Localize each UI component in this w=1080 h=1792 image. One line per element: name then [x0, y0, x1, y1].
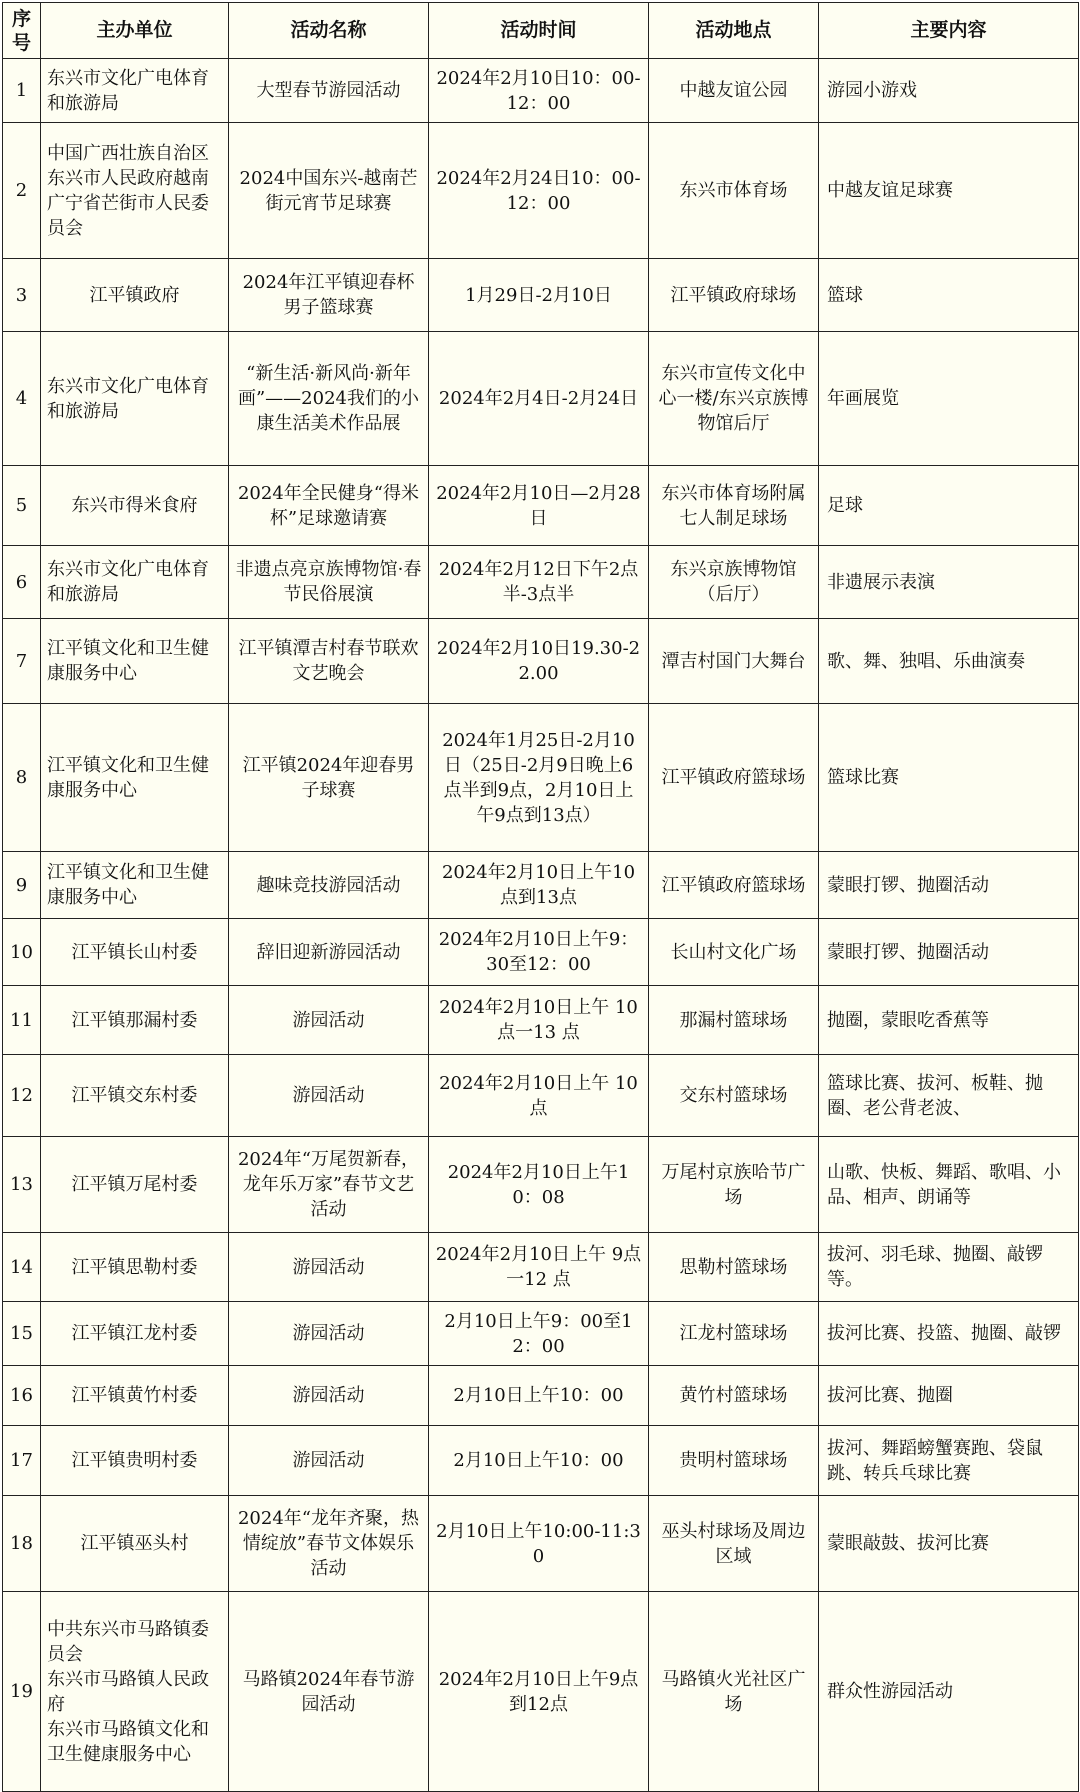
cell-name: 游园活动 [229, 1366, 429, 1426]
table-row [3, 1137, 1079, 1233]
cell-content: 蒙眼敲鼓、拔河比赛 [819, 1496, 1079, 1592]
cell-content: 篮球比赛、拔河、板鞋、抛圈、老公背老波、 [819, 1055, 1079, 1137]
cell-content: 年画展览 [819, 332, 1079, 466]
cell-org: 江平镇交东村委 [41, 1055, 229, 1137]
header-content: 主要内容 [819, 3, 1079, 59]
cell-time: 1月29日-2月10日 [429, 259, 649, 332]
cell-org: 江平镇文化和卫生健康服务中心 [41, 619, 229, 704]
cell-time: 2024年2月10日19.30-22.00 [429, 619, 649, 704]
cell-place: 长山村文化广场 [649, 919, 819, 986]
cell-name: 大型春节游园活动 [229, 59, 429, 123]
cell-content: 拔河、羽毛球、抛圈、敲锣等。 [819, 1233, 1079, 1302]
table-row [3, 1426, 1079, 1496]
cell-place: 万尾村京族哈节广场 [649, 1137, 819, 1233]
cell-time: 2024年2月10日上午 10点 [429, 1055, 649, 1137]
cell-org: 中共东兴市马路镇委员会 东兴市马路镇人民政府 东兴市马路镇文化和卫生健康服务中心 [41, 1592, 229, 1792]
cell-content: 篮球比赛 [819, 704, 1079, 852]
cell-time: 2024年2月10日上午9点到12点 [429, 1592, 649, 1792]
cell-name: 马路镇2024年春节游园活动 [229, 1592, 429, 1792]
cell-content: 非遗展示表演 [819, 546, 1079, 619]
header-seq: 序号 [3, 3, 41, 59]
cell-org: 江平镇巫头村 [41, 1496, 229, 1592]
cell-org: 江平镇江龙村委 [41, 1302, 229, 1366]
cell-seq: 11 [3, 986, 41, 1055]
table-row [3, 1366, 1079, 1426]
cell-time: 2024年2月12日下午2点半-3点半 [429, 546, 649, 619]
cell-time: 2月10日上午9：00至12：00 [429, 1302, 649, 1366]
table-row [3, 1055, 1079, 1137]
table-row [3, 123, 1079, 259]
cell-time: 2月10日上午10：00 [429, 1426, 649, 1496]
cell-time: 2024年2月10日上午10：08 [429, 1137, 649, 1233]
header-org: 主办单位 [41, 3, 229, 59]
cell-org: 江平镇万尾村委 [41, 1137, 229, 1233]
cell-place: 东兴京族博物馆（后厅） [649, 546, 819, 619]
table-row [3, 852, 1079, 919]
cell-name: 游园活动 [229, 1426, 429, 1496]
table-row [3, 986, 1079, 1055]
cell-place: 巫头村球场及周边区域 [649, 1496, 819, 1592]
cell-content: 拔河、舞蹈螃蟹赛跑、袋鼠跳、转兵乓球比赛 [819, 1426, 1079, 1496]
cell-seq: 10 [3, 919, 41, 986]
cell-content: 中越友谊足球赛 [819, 123, 1079, 259]
cell-content: 篮球 [819, 259, 1079, 332]
cell-name: 非遗点亮京族博物馆·春节民俗展演 [229, 546, 429, 619]
cell-org: 江平镇长山村委 [41, 919, 229, 986]
header-name: 活动名称 [229, 3, 429, 59]
cell-org: 江平镇思勒村委 [41, 1233, 229, 1302]
cell-content: 蒙眼打锣、抛圈活动 [819, 919, 1079, 986]
cell-time: 2024年2月24日10：00-12：00 [429, 123, 649, 259]
header-place: 活动地点 [649, 3, 819, 59]
cell-place: 黄竹村篮球场 [649, 1366, 819, 1426]
table-row [3, 1496, 1079, 1592]
cell-name: 2024年江平镇迎春杯男子篮球赛 [229, 259, 429, 332]
table-row [3, 1233, 1079, 1302]
cell-time: 2024年1月25日-2月10日（25日-2月9日晚上6点半到9点，2月10日上午9点到13点） [429, 704, 649, 852]
cell-name: 游园活动 [229, 1233, 429, 1302]
cell-name: 2024中国东兴-越南芒街元宵节足球赛 [229, 123, 429, 259]
cell-org: 东兴市文化广电体育和旅游局 [41, 332, 229, 466]
cell-place: 潭吉村国门大舞台 [649, 619, 819, 704]
cell-time: 2024年2月4日-2月24日 [429, 332, 649, 466]
cell-content: 蒙眼打锣、抛圈活动 [819, 852, 1079, 919]
cell-content: 拔河比赛、投篮、抛圈、敲锣 [819, 1302, 1079, 1366]
cell-content: 歌、舞、独唱、乐曲演奏 [819, 619, 1079, 704]
cell-time: 2月10日上午10：00 [429, 1366, 649, 1426]
cell-place: 东兴市宣传文化中心一楼/东兴京族博物馆后厅 [649, 332, 819, 466]
cell-content: 游园小游戏 [819, 59, 1079, 123]
header-row [3, 3, 1079, 59]
cell-seq: 1 [3, 59, 41, 123]
cell-name: 辞旧迎新游园活动 [229, 919, 429, 986]
cell-seq: 17 [3, 1426, 41, 1496]
cell-name: 江平镇潭吉村春节联欢文艺晚会 [229, 619, 429, 704]
cell-place: 思勒村篮球场 [649, 1233, 819, 1302]
cell-place: 马路镇火光社区广场 [649, 1592, 819, 1792]
cell-seq: 12 [3, 1055, 41, 1137]
cell-seq: 3 [3, 259, 41, 332]
cell-org: 江平镇那漏村委 [41, 986, 229, 1055]
cell-time: 2024年2月10日—2月28日 [429, 466, 649, 546]
cell-name: 2024年“龙年齐聚，热情绽放”春节文体娱乐活动 [229, 1496, 429, 1592]
cell-seq: 18 [3, 1496, 41, 1592]
cell-name: 2024年“万尾贺新春，龙年乐万家”春节文艺活动 [229, 1137, 429, 1233]
cell-org: 东兴市文化广电体育和旅游局 [41, 59, 229, 123]
header-time: 活动时间 [429, 3, 649, 59]
table-row [3, 619, 1079, 704]
cell-time: 2024年2月10日上午10点到13点 [429, 852, 649, 919]
cell-seq: 13 [3, 1137, 41, 1233]
cell-content: 拔河比赛、抛圈 [819, 1366, 1079, 1426]
cell-name: 2024年全民健身“得米杯”足球邀请赛 [229, 466, 429, 546]
cell-place: 江平镇政府篮球场 [649, 704, 819, 852]
cell-seq: 4 [3, 332, 41, 466]
cell-place: 交东村篮球场 [649, 1055, 819, 1137]
cell-place: 江平镇政府球场 [649, 259, 819, 332]
cell-seq: 15 [3, 1302, 41, 1366]
cell-seq: 5 [3, 466, 41, 546]
cell-content: 山歌、快板、舞蹈、歌唱、小品、相声、朗诵等 [819, 1137, 1079, 1233]
cell-time: 2024年2月10日上午 10点一13 点 [429, 986, 649, 1055]
cell-seq: 9 [3, 852, 41, 919]
cell-org: 中国广西壮族自治区东兴市人民政府越南广宁省芒街市人民委员会 [41, 123, 229, 259]
cell-name: 趣味竞技游园活动 [229, 852, 429, 919]
cell-seq: 8 [3, 704, 41, 852]
cell-org: 东兴市得米食府 [41, 466, 229, 546]
cell-content: 足球 [819, 466, 1079, 546]
cell-content: 抛圈，蒙眼吃香蕉等 [819, 986, 1079, 1055]
cell-name: 江平镇2024年迎春男子球赛 [229, 704, 429, 852]
table-row [3, 546, 1079, 619]
cell-place: 东兴市体育场附属七人制足球场 [649, 466, 819, 546]
cell-seq: 2 [3, 123, 41, 259]
cell-seq: 19 [3, 1592, 41, 1792]
table-row [3, 704, 1079, 852]
cell-seq: 7 [3, 619, 41, 704]
table-row [3, 259, 1079, 332]
cell-place: 江龙村篮球场 [649, 1302, 819, 1366]
cell-place: 东兴市体育场 [649, 123, 819, 259]
cell-place: 贵明村篮球场 [649, 1426, 819, 1496]
table-row [3, 1302, 1079, 1366]
table-row [3, 59, 1079, 123]
activity-table [2, 2, 1079, 1792]
table-row [3, 332, 1079, 466]
cell-content: 群众性游园活动 [819, 1592, 1079, 1792]
cell-seq: 16 [3, 1366, 41, 1426]
cell-place: 江平镇政府篮球场 [649, 852, 819, 919]
cell-org: 江平镇文化和卫生健康服务中心 [41, 852, 229, 919]
cell-name: 游园活动 [229, 1302, 429, 1366]
table-row [3, 919, 1079, 986]
cell-org: 江平镇文化和卫生健康服务中心 [41, 704, 229, 852]
cell-name: 游园活动 [229, 1055, 429, 1137]
cell-time: 2024年2月10日上午 9点一12 点 [429, 1233, 649, 1302]
cell-time: 2024年2月10日上午9：30至12：00 [429, 919, 649, 986]
cell-org: 江平镇黄竹村委 [41, 1366, 229, 1426]
table-row [3, 1592, 1079, 1792]
cell-org: 江平镇政府 [41, 259, 229, 332]
cell-org: 江平镇贵明村委 [41, 1426, 229, 1496]
table-row [3, 466, 1079, 546]
cell-name: “新生活·新风尚·新年画”——2024我们的小康生活美术作品展 [229, 332, 429, 466]
cell-name: 游园活动 [229, 986, 429, 1055]
cell-seq: 14 [3, 1233, 41, 1302]
cell-org: 东兴市文化广电体育和旅游局 [41, 546, 229, 619]
cell-seq: 6 [3, 546, 41, 619]
cell-time: 2024年2月10日10：00-12：00 [429, 59, 649, 123]
cell-place: 那漏村篮球场 [649, 986, 819, 1055]
cell-time: 2月10日上午10:00-11:30 [429, 1496, 649, 1592]
cell-place: 中越友谊公园 [649, 59, 819, 123]
